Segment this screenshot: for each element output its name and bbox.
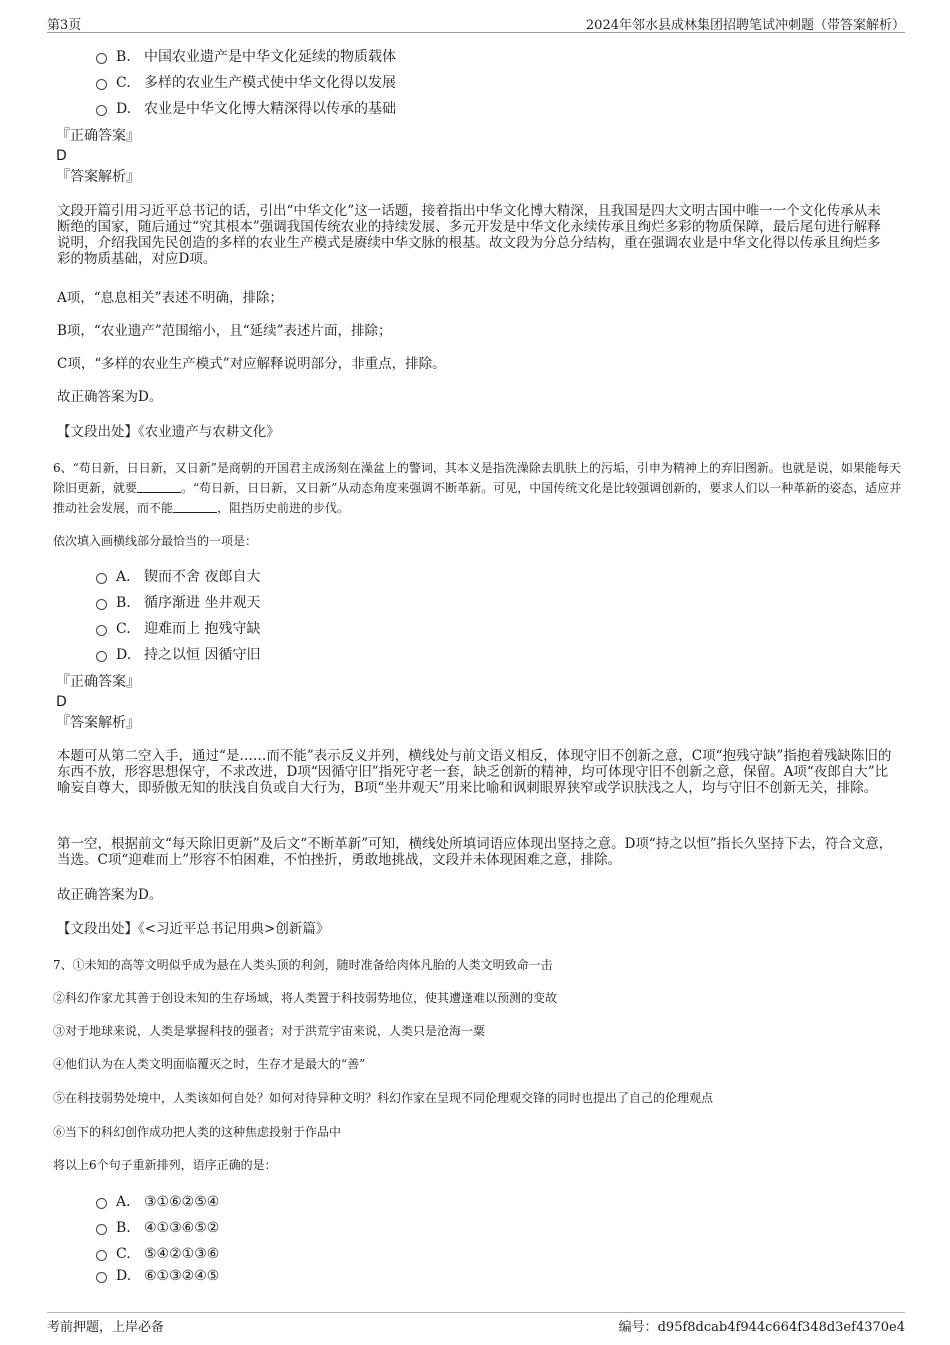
q5-analysis-label: 『答案解析』 (56, 169, 140, 185)
q5-analysis-c: C项，“多样的农业生产模式”对应解释说明部分，非重点，排除。 (57, 356, 446, 372)
q5-answer: D (56, 148, 67, 164)
radio-icon[interactable] (96, 651, 107, 662)
q5-option-b[interactable]: B. 中国农业遗产是中华文化延续的物质载体 (96, 47, 396, 67)
q6-answer: D (56, 694, 67, 710)
q5-answer-label: 『正确答案』 (56, 128, 140, 144)
radio-icon[interactable] (96, 1198, 107, 1209)
q5-option-d[interactable]: D. 农业是中华文化博大精深得以传承的基础 (96, 99, 396, 119)
q5-analysis-b: B项，“农业遗产”范围缩小，且“延续”表述片面，排除； (57, 323, 392, 339)
q5-source: 【文段出处】《农业遗产与农耕文化》 (57, 424, 280, 440)
q5-analysis-a: A项，“息息相关”表述不明确，排除； (57, 290, 284, 306)
radio-icon[interactable] (96, 79, 107, 90)
radio-icon[interactable] (96, 1272, 107, 1283)
q7-option-d[interactable]: D. ⑥①③②④⑤ (96, 1266, 219, 1286)
fill-blank-1[interactable] (137, 480, 181, 493)
q5-option-c[interactable]: C. 多样的农业生产模式使中华文化得以发展 (96, 73, 396, 93)
q6-analysis-main: 本题可从第二空入手，通过“是……而不能”表示反义并列，横线处与前文语义相反，体现守旧不创新之意，C项“抱残守缺”指抱着残缺陈旧的东西不放，形容思想保守，不求改进，D项“因循守旧”指死守老一套，缺乏创新的精神，均可体现守旧不创新之意，保留。A项“夜郎自大”比喻妄自尊大，即骄傲无知的肤浅自负或自大行为，B项“坐井观天”用来比喻和讽刺眼界狭窄或学识肤浅之人，均与守旧不创新无关，排除。 (57, 748, 892, 796)
q6-option-d[interactable]: D. 持之以恒 因循守旧 (96, 645, 260, 665)
q6-source: 【文段出处】《<习近平总书记用典>创新篇》 (57, 921, 330, 937)
q6-option-c[interactable]: C. 迎难而上 抱残守缺 (96, 619, 260, 639)
q5-analysis-conclusion: 故正确答案为D。 (57, 389, 163, 405)
q7-sentence-2: ②科幻作家尤其善于创设未知的生存场域，将人类置于科技弱势地位，使其遭逢难以预测的变故 (53, 991, 558, 1005)
q6-prompt: 依次填入画横线部分最恰当的一项是： (53, 534, 258, 548)
q7-sentence-6: ⑥当下的科幻创作成功把人类的这种焦虑投射于作品中 (53, 1125, 342, 1139)
q7-option-a[interactable]: A． ③①⑥②⑤④ (96, 1192, 219, 1212)
page-footer (47, 1312, 905, 1335)
q6-option-a[interactable]: A． 锲而不舍 夜郎自大 (96, 567, 260, 587)
q6-stem: 6、“苟日新，日日新，又日新”是商朝的开国君主成汤刻在澡盆上的警词，其本义是指洗澡除去肌肤上的污垢，引申为精神上的弃旧图新。也就是说，如果能每天除旧更新，就要 。“苟日新，日日新，又日新”从动态角度来强调不断革新。可见，中国传统文化是比较强调创新的，要求人们以一种革新的姿态，适应并推动社会发展，而不能 ，阻挡历史前进的步伐。 (53, 461, 902, 515)
radio-icon[interactable] (96, 1224, 107, 1235)
radio-icon[interactable] (96, 599, 107, 610)
footer-slogan: 考前押题，上岸必备 (47, 1320, 165, 1335)
q5-analysis-main: 文段开篇引用习近平总书记的话，引出“中华文化”这一话题，接着指出中华文化博大精深，且我国是四大文明古国中唯一一个文化传承从未断绝的国家，随后通过“究其根本”强调我国传统农业的持续发展、多元开发是中华文化永续传承且绚烂多彩的物质保障，最后尾句进行解释说明，介绍我国先民创造的多样的农业生产模式是赓续中华文脉的根基。故文段为分总分结构，重在强调农业是中华文化得以传承且绚烂多彩的物质基础，对应D项。 (57, 203, 881, 267)
page-number: 第3页 (47, 18, 82, 33)
q7-sentence-4: ④他们认为在人类文明面临覆灭之时，生存才是最大的“善” (53, 1057, 366, 1071)
q7-sentence-3: ③对于地球来说，人类是掌握科技的强者；对于洪荒宇宙来说，人类只是沧海一粟 (53, 1024, 486, 1038)
document-code: 编号：d95f8dcab4f944c664f348d3ef4370e4 (618, 1320, 905, 1335)
q7-sentence-1: 7、①未知的高等文明似乎成为悬在人类头顶的利剑，随时准备给肉体凡胎的人类文明致命一击 (53, 958, 553, 972)
q7-option-b[interactable]: B. ④①③⑥⑤② (96, 1218, 219, 1238)
page-header (47, 14, 905, 33)
q7-sentence-5: ⑤在科技弱势处境中，人类该如何自处？如何对待异种文明？科幻作家在呈现不同伦理观交锋的同时也提出了自己的伦理观点 (53, 1091, 714, 1105)
q7-prompt: 将以上6个句子重新排列，语序正确的是： (53, 1158, 277, 1172)
fill-blank-2[interactable] (173, 500, 217, 513)
document-title: 2024年邻水县成林集团招聘笔试冲刺题（带答案解析） (585, 18, 905, 33)
q6-answer-label: 『正确答案』 (56, 674, 140, 690)
q6-analysis-first-blank: 第一空，根据前文“每天除旧更新”及后文“不断革新”可知，横线处所填词语应体现出坚持之意。D项“持之以恒”指长久坚持下去，符合文意，当选。C项“迎难而上”形容不怕困难，不怕挫折，勇敢地挑战，文段并未体现困难之意，排除。 (57, 836, 893, 868)
q6-analysis-label: 『答案解析』 (56, 715, 140, 731)
radio-icon[interactable] (96, 53, 107, 64)
q6-option-b[interactable]: B. 循序渐进 坐井观天 (96, 593, 260, 613)
radio-icon[interactable] (96, 625, 107, 636)
radio-icon[interactable] (96, 105, 107, 116)
q7-option-c[interactable]: C. ⑤④②①③⑥ (96, 1244, 219, 1264)
radio-icon[interactable] (96, 573, 107, 584)
radio-icon[interactable] (96, 1250, 107, 1261)
q6-analysis-conclusion: 故正确答案为D。 (57, 887, 163, 903)
